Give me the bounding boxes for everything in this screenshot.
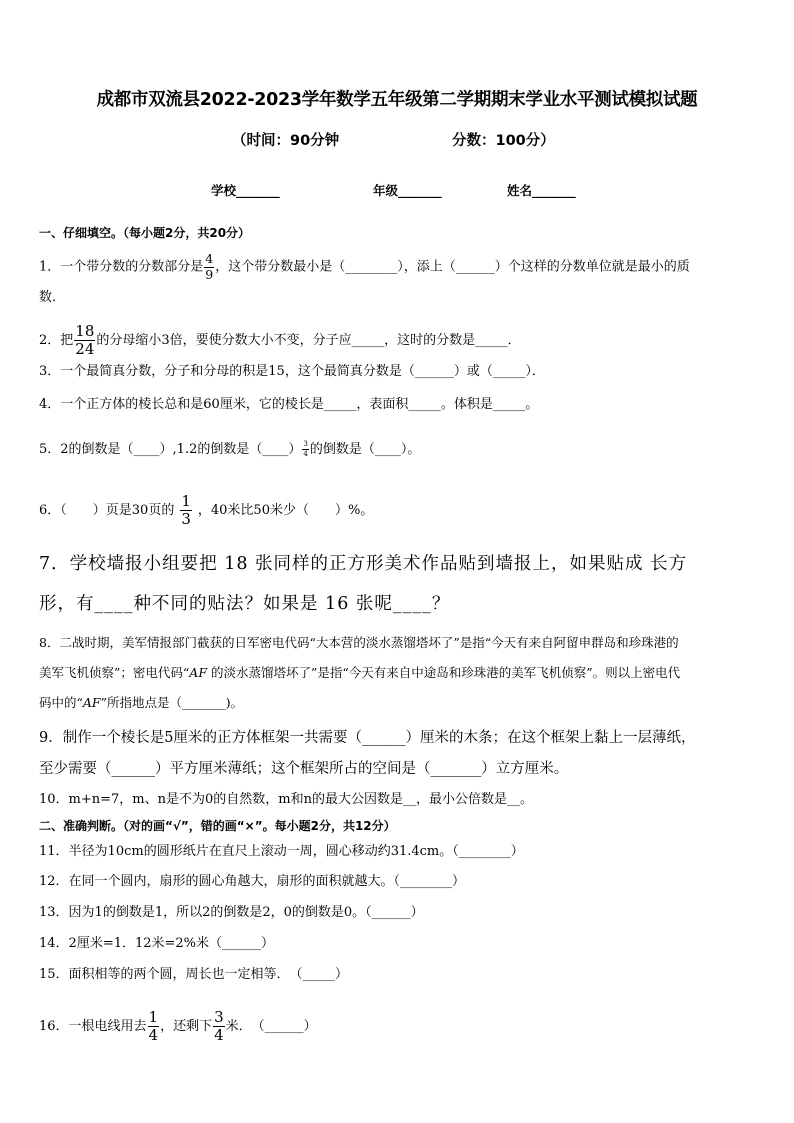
- fraction: $\frac{4}{9}$: [205, 251, 214, 282]
- exam-score: 分数：100分）: [452, 133, 555, 149]
- fraction: $\frac{3}{4}$: [214, 1008, 224, 1044]
- fraction: $\frac{3}{4}$: [303, 440, 308, 458]
- question-8: 8．二战时期，美军情报部门截获的日军密电代码“大本营的淡水蒸馏塔坏了”是指“今天有来自阿留申群岛和珍珠港的: [39, 635, 679, 650]
- question-4: 4．一个正方体的棱长总和是60厘米，它的棱长是_____，表面积_____。体积是_____。: [39, 397, 539, 412]
- question-15: 15．面积相等的两个圆，周长也一定相等． （_____）: [39, 967, 349, 982]
- question-1-cont: 数．: [39, 290, 66, 305]
- question-10: 10．m+n=7，m、n是不为0的自然数，m和n的最大公因数是__，最小公倍数是__。: [39, 792, 533, 807]
- fraction: $\frac{1}{4}$: [148, 1008, 159, 1044]
- question-8-cont2: 码中的“AF”所指地点是（_______)。: [39, 695, 244, 710]
- fraction: $\frac{18}{24}$: [75, 322, 95, 358]
- question-7-cont: 形，有____种不同的贴法？如果是 16 张呢____？: [39, 594, 451, 614]
- fraction: $\frac{1}{3}$: [181, 492, 191, 528]
- question-12: 12．在同一个圆内，扇形的圆心角越大，扇形的面积就越大。（________）: [39, 874, 466, 889]
- question-3: 3．一个最简真分数，分子和分母的积是15，这个最简真分数是（______）或（_____）．: [39, 364, 545, 379]
- question-7: 7．学校墙报小组要把 18 张同样的正方形美术作品贴到墙报上，如果贴成 长方: [39, 554, 688, 574]
- code-af: AF: [189, 665, 207, 680]
- section-fill-blank-heading: 一、仔细填空。（每小题2分，共20分）: [39, 226, 251, 240]
- question-8-cont: 美军飞机侦察”；密电代码“AF 的淡水蒸馏塔坏了”是指“今天有来自中途岛和珍珠港的美军飞机侦察”。则以上密电代: [39, 665, 681, 680]
- question-14: 14．2厘米=1．12米=2%米（______）: [39, 936, 275, 951]
- school-field: 学校_______: [211, 183, 280, 198]
- question-16: 16．一根电线用去 $\frac{1}{4}$ ，还剩下 $\frac{3}{4}$ 米． （______）: [39, 1008, 317, 1044]
- question-13: 13．因为1的倒数是1，所以2的倒数是2，0的倒数是0。（______）: [39, 905, 424, 920]
- exam-title: 成都市双流县2022-2023学年数学五年级第二学期期末学业水平测试模拟试题: [96, 90, 698, 110]
- question-9-cont: 至少需要（______）平方厘米薄纸；这个框架所占的空间是（_______）立方厘米。: [39, 761, 569, 777]
- question-11: 11．半径为10cm的圆形纸片在直尺上滚动一周，圆心移动约31.4cm。（________）: [39, 844, 524, 859]
- question-9: 9．制作一个棱长是5厘米的正方体框架一共需要（______）厘米的木条；在这个框架上黏上一层薄纸，: [39, 730, 696, 746]
- question-1: 1．一个带分数的分数部分是 $\frac{4}{9}$ ，这个带分数最小是（________），添上（______）个这样的分数单位就是最小的质: [39, 251, 690, 282]
- exam-time: （时间：90分钟: [232, 133, 340, 149]
- question-5: 5．2的倒数是（____）,1.2的倒数是（____） $\frac{3}{4}$ 的倒数是（____）。: [39, 440, 421, 458]
- name-field: 姓名_______: [507, 183, 576, 198]
- question-2: 2．把 $\frac{18}{24}$ 的分母缩小3倍，要使分数大小不变，分子应_____，这时的分数是_____．: [39, 322, 521, 358]
- grade-field: 年级_______: [373, 183, 442, 198]
- section-true-false-heading: 二、准确判断。（对的画“√”，错的画“×”。每小题2分，共12分）: [39, 819, 396, 833]
- code-af: AF: [82, 695, 101, 710]
- question-6: 6．（ ）页是30页的 $\frac{1}{3}$ ，40米比50米少（ ）%。: [39, 492, 374, 528]
